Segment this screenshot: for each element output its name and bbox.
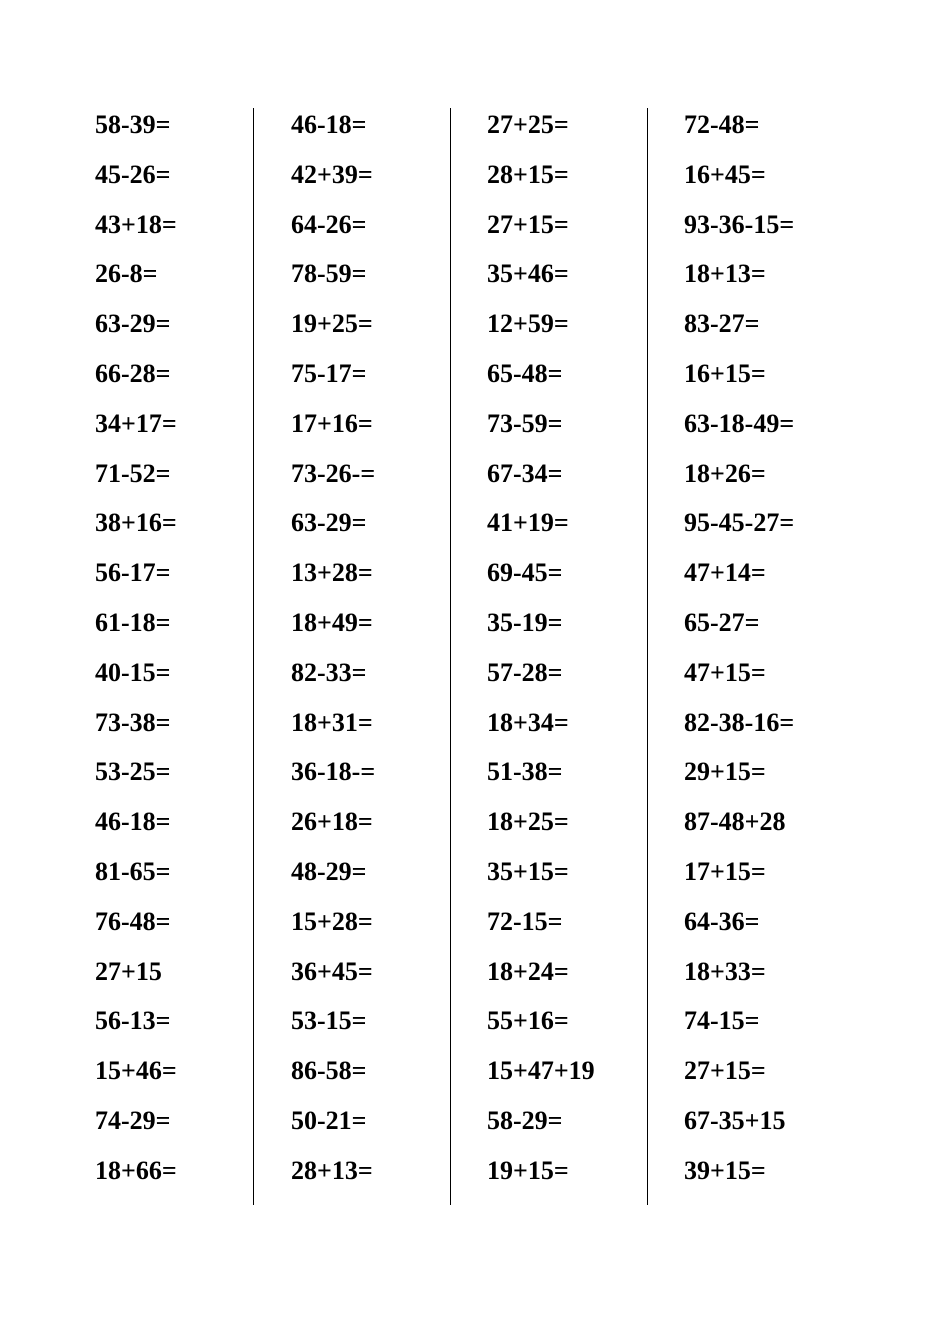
math-problem: 47+15= bbox=[684, 657, 766, 687]
math-problem: 64-36= bbox=[684, 906, 760, 936]
math-problem: 64-26= bbox=[291, 209, 367, 239]
math-problem: 69-45= bbox=[487, 558, 563, 588]
math-problem: 75-17= bbox=[291, 358, 367, 388]
math-problem: 27+25= bbox=[487, 110, 569, 139]
math-problem: 56-13= bbox=[95, 1006, 171, 1036]
math-problem: 81-65= bbox=[95, 856, 171, 886]
math-problem: 82-38-16= bbox=[684, 707, 795, 737]
math-problem: 17+16= bbox=[291, 408, 373, 438]
math-problem: 29+15= bbox=[684, 757, 766, 787]
math-problem: 55+16= bbox=[487, 1006, 569, 1036]
math-problem: 27+15= bbox=[487, 209, 569, 239]
math-problem: 57-28= bbox=[487, 657, 563, 687]
math-problem: 53-15= bbox=[291, 1006, 367, 1036]
math-problem: 35+15= bbox=[487, 856, 569, 886]
math-problem: 15+28= bbox=[291, 906, 373, 936]
math-problem: 66-28= bbox=[95, 358, 171, 388]
problem-column-4 bbox=[684, 103, 874, 1199]
math-problem: 78-59= bbox=[291, 259, 367, 289]
math-problem: 95-45-27= bbox=[684, 508, 795, 538]
math-problem: 26+18= bbox=[291, 807, 373, 837]
math-problem: 63-29= bbox=[291, 508, 367, 538]
math-problem: 26-8= bbox=[95, 259, 158, 289]
math-problem: 16+45= bbox=[684, 159, 766, 189]
math-problem: 18+31= bbox=[291, 707, 373, 737]
math-problem: 83-27= bbox=[684, 309, 760, 339]
math-problem: 16+15= bbox=[684, 358, 766, 388]
math-problem: 18+26= bbox=[684, 458, 766, 488]
math-problem: 61-18= bbox=[95, 607, 171, 637]
math-problem: 72-15= bbox=[487, 906, 563, 936]
math-problem: 36+45= bbox=[291, 956, 373, 986]
math-problem: 18+13= bbox=[684, 259, 766, 289]
math-problem: 93-36-15= bbox=[684, 209, 795, 239]
math-problem: 46-18= bbox=[95, 807, 171, 837]
math-problem: 36-18-= bbox=[291, 757, 376, 787]
math-problem: 74-29= bbox=[95, 1105, 171, 1135]
math-problem: 15+46= bbox=[95, 1056, 177, 1086]
math-problem: 63-29= bbox=[95, 309, 171, 339]
math-problem: 18+33= bbox=[684, 956, 766, 986]
math-problem: 34+17= bbox=[95, 408, 177, 438]
math-problem: 40-15= bbox=[95, 657, 171, 687]
math-problem: 18+49= bbox=[291, 607, 373, 637]
math-problem: 87-48+28 bbox=[684, 807, 786, 837]
math-problem: 13+28= bbox=[291, 558, 373, 588]
math-problem: 39+15= bbox=[684, 1155, 766, 1185]
problem-column-3 bbox=[487, 103, 677, 1199]
math-problem: 43+18= bbox=[95, 209, 177, 239]
math-problem: 35+46= bbox=[487, 259, 569, 289]
math-problem: 18+66= bbox=[95, 1155, 177, 1185]
math-problem: 28+13= bbox=[291, 1155, 373, 1185]
math-problem: 19+15= bbox=[487, 1155, 569, 1185]
math-problem: 38+16= bbox=[95, 508, 177, 538]
math-problem: 42+39= bbox=[291, 159, 373, 189]
problem-column-2 bbox=[291, 103, 481, 1199]
math-problem: 74-15= bbox=[684, 1006, 760, 1036]
math-problem: 65-27= bbox=[684, 607, 760, 637]
math-problem: 73-59= bbox=[487, 408, 563, 438]
math-problem: 82-33= bbox=[291, 657, 367, 687]
math-problem: 71-52= bbox=[95, 458, 171, 488]
math-problem: 67-34= bbox=[487, 458, 563, 488]
math-problem: 86-58= bbox=[291, 1056, 367, 1086]
math-problem: 18+25= bbox=[487, 807, 569, 837]
math-problem: 12+59= bbox=[487, 309, 569, 339]
math-problem: 27+15= bbox=[684, 1056, 766, 1086]
math-problem: 58-39= bbox=[95, 110, 171, 139]
math-problem: 56-17= bbox=[95, 558, 171, 588]
math-problem: 58-29= bbox=[487, 1105, 563, 1135]
math-problem: 73-38= bbox=[95, 707, 171, 737]
math-problem: 18+34= bbox=[487, 707, 569, 737]
math-problem: 28+15= bbox=[487, 159, 569, 189]
math-problem: 48-29= bbox=[291, 856, 367, 886]
math-problem: 17+15= bbox=[684, 856, 766, 886]
math-problem: 47+14= bbox=[684, 558, 766, 588]
math-problem: 63-18-49= bbox=[684, 408, 795, 438]
math-problem: 50-21= bbox=[291, 1105, 367, 1135]
math-problem: 72-48= bbox=[684, 110, 760, 139]
math-problem: 27+15 bbox=[95, 956, 162, 986]
math-problem: 53-25= bbox=[95, 757, 171, 787]
math-problem: 45-26= bbox=[95, 159, 171, 189]
math-problem: 76-48= bbox=[95, 906, 171, 936]
problem-column-1 bbox=[95, 103, 285, 1199]
math-problem: 46-18= bbox=[291, 110, 367, 139]
math-problem: 65-48= bbox=[487, 358, 563, 388]
math-problem: 15+47+19 bbox=[487, 1056, 595, 1086]
math-problem: 41+19= bbox=[487, 508, 569, 538]
math-problem: 18+24= bbox=[487, 956, 569, 986]
math-problem: 73-26-= bbox=[291, 458, 376, 488]
math-problem: 51-38= bbox=[487, 757, 563, 787]
math-problem: 35-19= bbox=[487, 607, 563, 637]
math-problem: 67-35+15 bbox=[684, 1105, 786, 1135]
math-problem: 19+25= bbox=[291, 309, 373, 339]
